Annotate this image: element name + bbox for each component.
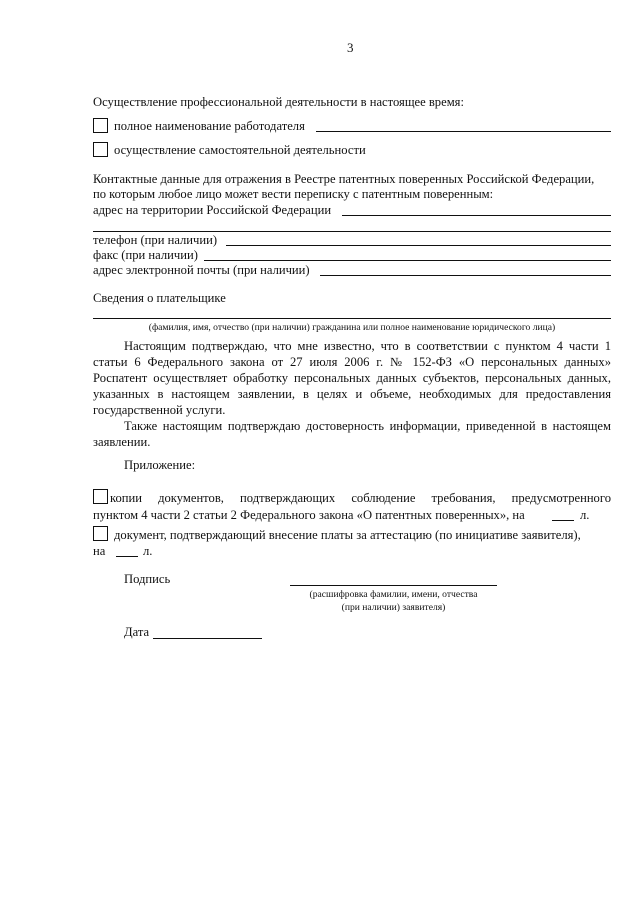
signature-field[interactable]	[290, 585, 497, 586]
address-label: адрес на территории Российской Федерации	[93, 203, 332, 217]
attachment1-checkbox[interactable]	[93, 489, 108, 504]
date-label: Дата	[124, 625, 150, 639]
self-employed-label: осуществление самостоятельной деятельности	[114, 143, 366, 157]
employer-checkbox[interactable]	[93, 118, 108, 133]
consent-line2: статьи 6 Федерального закона от 27 июля 2006 г. № 152-ФЗ «О персональных данных»	[93, 355, 611, 369]
phone-label: телефон (при наличии)	[93, 233, 218, 247]
accuracy-line1: Также настоящим подтверждаю достоверность информации, приведенной в настоящем	[124, 419, 611, 433]
fax-label: факс (при наличии)	[93, 248, 198, 262]
employer-label: полное наименование работодателя	[114, 119, 305, 133]
attachment1-pages-field[interactable]	[552, 520, 574, 521]
consent-line1: Настоящим подтверждаю, что мне известно, что в соответствии с пунктом 4 части 1	[124, 339, 611, 353]
attachment1-line1: копии документов, подтверждающих соблюдение требования, предусмотренного	[110, 491, 611, 505]
accuracy-line2: заявлении.	[93, 435, 151, 449]
payer-heading: Сведения о плательщике	[93, 291, 226, 305]
self-employed-checkbox[interactable]	[93, 142, 108, 157]
attachment2-line1: документ, подтверждающий внесение платы за аттестацию (по инициативе заявителя),	[114, 528, 581, 542]
consent-line5: государственной услуги.	[93, 403, 226, 417]
attachments-heading: Приложение:	[124, 458, 196, 472]
signature-label: Подпись	[124, 572, 171, 586]
address-field-line2[interactable]	[93, 231, 611, 232]
employer-field[interactable]	[316, 131, 611, 132]
phone-field[interactable]	[226, 245, 611, 246]
consent-line3: Роспатент осуществляет обработку персональных данных субъектов, персональных данных,	[93, 371, 611, 385]
professional-heading: Осуществление профессиональной деятельности в настоящее время:	[93, 95, 464, 109]
date-field[interactable]	[153, 638, 262, 639]
contacts-intro-line2: по которым любое лицо может вести переписку с патентным поверенным:	[93, 187, 494, 201]
fax-field[interactable]	[204, 260, 611, 261]
attachment2-prefix: на	[93, 544, 106, 558]
email-label: адрес электронной почты (при наличии)	[93, 263, 310, 277]
signature-caption-line2: (при наличии) заявителя)	[341, 602, 446, 613]
attachment1-pages-suffix: л.	[580, 508, 590, 522]
contacts-intro-line1: Контактные данные для отражения в Реестре патентных поверенных Российской Федерации,	[93, 172, 595, 186]
signature-caption-line1: (расшифровка фамилии, имени, отчества	[309, 589, 478, 600]
attachment2-pages-suffix: л.	[143, 544, 153, 558]
email-field[interactable]	[320, 275, 611, 276]
consent-line4: указанных в настоящем заявлении, в целях и объеме, необходимых для предоставления	[93, 387, 611, 401]
attachment2-checkbox[interactable]	[93, 526, 108, 541]
address-field[interactable]	[342, 215, 611, 216]
attachment2-pages-field[interactable]	[116, 556, 138, 557]
attachment1-line2: пунктом 4 части 2 статьи 2 Федерального закона «О патентных поверенных», на	[93, 508, 525, 522]
page-number: 3	[347, 40, 354, 55]
payer-field[interactable]	[93, 318, 611, 319]
payer-caption: (фамилия, имя, отчество (при наличии) гражданина или полное наименование юридического лица)	[148, 322, 556, 333]
